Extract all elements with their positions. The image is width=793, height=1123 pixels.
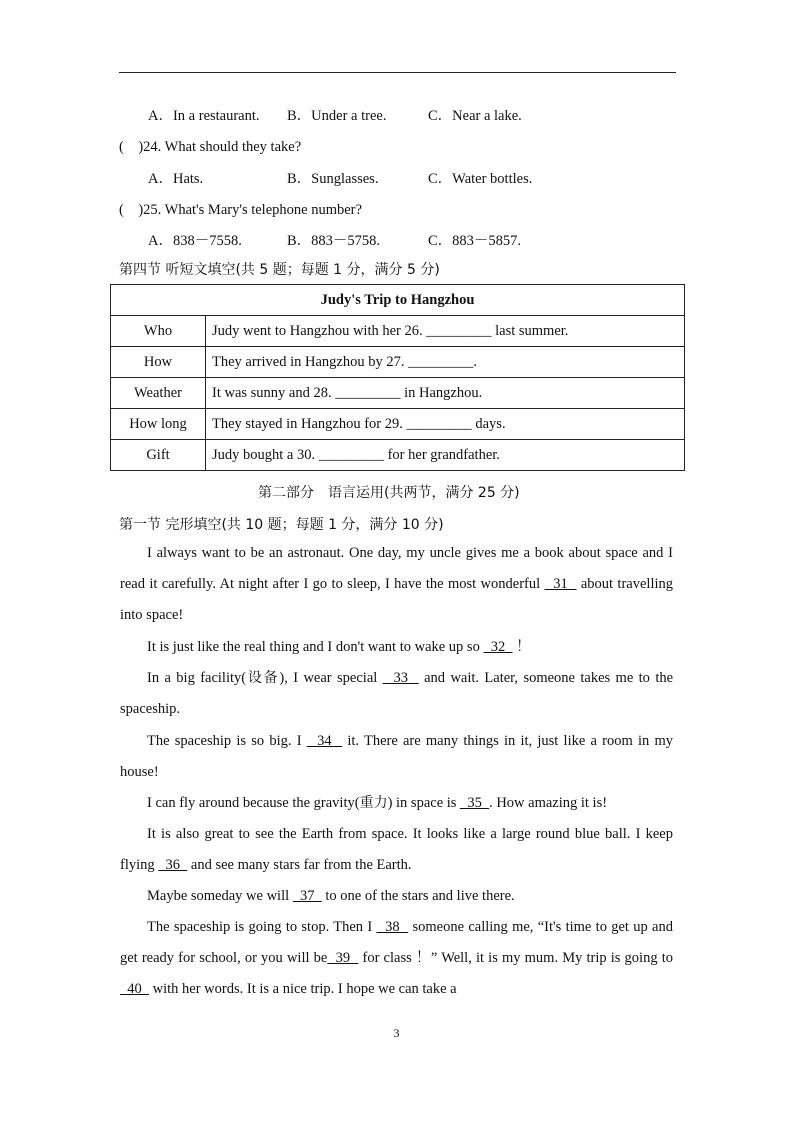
cloze-paragraph-4 [120, 726, 673, 788]
blank-36: 36 [158, 857, 188, 874]
q25-option-c: C．883－5857. [428, 233, 522, 249]
cloze-text: and see many stars far from the Earth. [187, 857, 412, 874]
cloze-text: . How amazing it is! [489, 795, 608, 811]
table-row [111, 378, 685, 409]
cloze-paragraph-6 [120, 819, 673, 881]
cloze-text: The spaceship is going to stop. Then I [147, 919, 377, 935]
cloze-paragraph-2 [120, 632, 673, 663]
table-row-key: Gift [111, 440, 206, 471]
blank-40: 40 [120, 981, 149, 998]
part2-heading: 第二部分 语言运用(共两节，满分 25 分) [258, 485, 520, 501]
q23-option-c: C．Near a lake. [428, 108, 522, 124]
cloze-gloss: 重力 [359, 795, 388, 811]
table-row-key: Who [111, 316, 206, 347]
section4-heading: 第四节 听短文填空(共 5 题；每题 1 分，满分 5 分) [119, 262, 440, 278]
cloze-text: I can fly around because the gravity( [147, 795, 360, 811]
table-row [111, 440, 685, 471]
cloze-text: about travelling into space! [120, 576, 673, 624]
table-row-key: How [111, 347, 206, 378]
q23-option-a: A．In a restaurant. [148, 108, 260, 124]
header-rule [119, 72, 676, 73]
page-number: 3 [393, 1026, 400, 1040]
cloze-text: I always want to be an astronaut. One day, my uncle gives me a book about space and I read it carefully. At night after I go to sleep, I have the most wonderful [120, 545, 673, 593]
blank-39: 39 [327, 950, 359, 967]
q25-stem: ( )25. What's Mary's telephone number? [119, 202, 362, 218]
cloze-paragraph-8 [120, 912, 673, 1006]
table-row [111, 316, 685, 347]
blank-38: 38 [376, 919, 409, 935]
q25-option-a: A．838－7558. [148, 233, 242, 249]
cloze-paragraph-3 [120, 663, 673, 725]
cloze-text: someone calling me, “It's time to get up and get ready for school, or you will be [120, 919, 673, 967]
cloze-text: ) in space is [387, 795, 461, 811]
table-row-value: Judy bought a 30. _________ for her grandfather. [206, 440, 685, 471]
cloze-paragraph-5 [120, 788, 673, 819]
cloze-paragraph-7 [120, 881, 673, 912]
table-row-key: How long [111, 409, 206, 440]
cloze-text: with her words. It is a nice trip. I hope we can take a [149, 981, 457, 998]
table-row [111, 409, 685, 440]
blank-31: 31 [544, 576, 577, 593]
cloze-text: In a big facility( [147, 670, 247, 686]
q24-option-b: B．Sunglasses. [287, 171, 379, 187]
cloze-text: it. There are many things in it, just like a room in my house! [120, 733, 673, 781]
cloze-heading: 第一节 完形填空(共 10 题；每题 1 分，满分 10 分) [119, 517, 444, 533]
cloze-text: to one of the stars and live there. [321, 888, 515, 904]
cloze-paragraph-1 [120, 538, 673, 632]
q24-stem: ( )24. What should they take? [119, 139, 302, 155]
q24-option-a: A．Hats. [148, 171, 204, 187]
cloze-text: ！ [512, 639, 531, 655]
blank-37: 37 [292, 888, 322, 904]
cloze-text: for class ！” Well, it is my mum. My trip is going to [358, 950, 673, 967]
table-row-value: They arrived in Hangzhou by 27. _________. [206, 347, 685, 378]
cloze-text: ), I wear special [279, 670, 383, 686]
table-row-value: They stayed in Hangzhou for 29. _________ days. [206, 409, 685, 440]
cloze-text: It is just like the real thing and I don't want to wake up so [147, 639, 484, 655]
cloze-text: It is also great to see the Earth from space. It looks like a large round blue ball. I keep flying [120, 826, 673, 874]
table-row-value: It was sunny and 28. _________ in Hangzhou. [206, 378, 685, 409]
q23-option-b: B．Under a tree. [287, 108, 387, 124]
blank-34: 34 [306, 733, 343, 749]
cloze-text: and wait. Later, someone takes me to the spaceship. [120, 670, 674, 718]
table-row [111, 347, 685, 378]
cloze-gloss: 设备 [246, 670, 280, 686]
blank-35: 35 [460, 795, 490, 811]
q24-option-c: C．Water bottles. [428, 171, 533, 187]
blank-33: 33 [382, 670, 419, 686]
trip-table [110, 284, 685, 471]
cloze-text: Maybe someday we will [147, 888, 293, 904]
blank-32: 32 [483, 639, 513, 655]
table-title-row [111, 285, 685, 316]
table-row-key: Weather [111, 378, 206, 409]
table-title: Judy's Trip to Hangzhou [111, 285, 685, 316]
table-row-value: Judy went to Hangzhou with her 26. _________ last summer. [206, 316, 685, 347]
q25-option-b: B．883－5758. [287, 233, 381, 249]
cloze-text: The spaceship is so big. I [147, 733, 307, 749]
